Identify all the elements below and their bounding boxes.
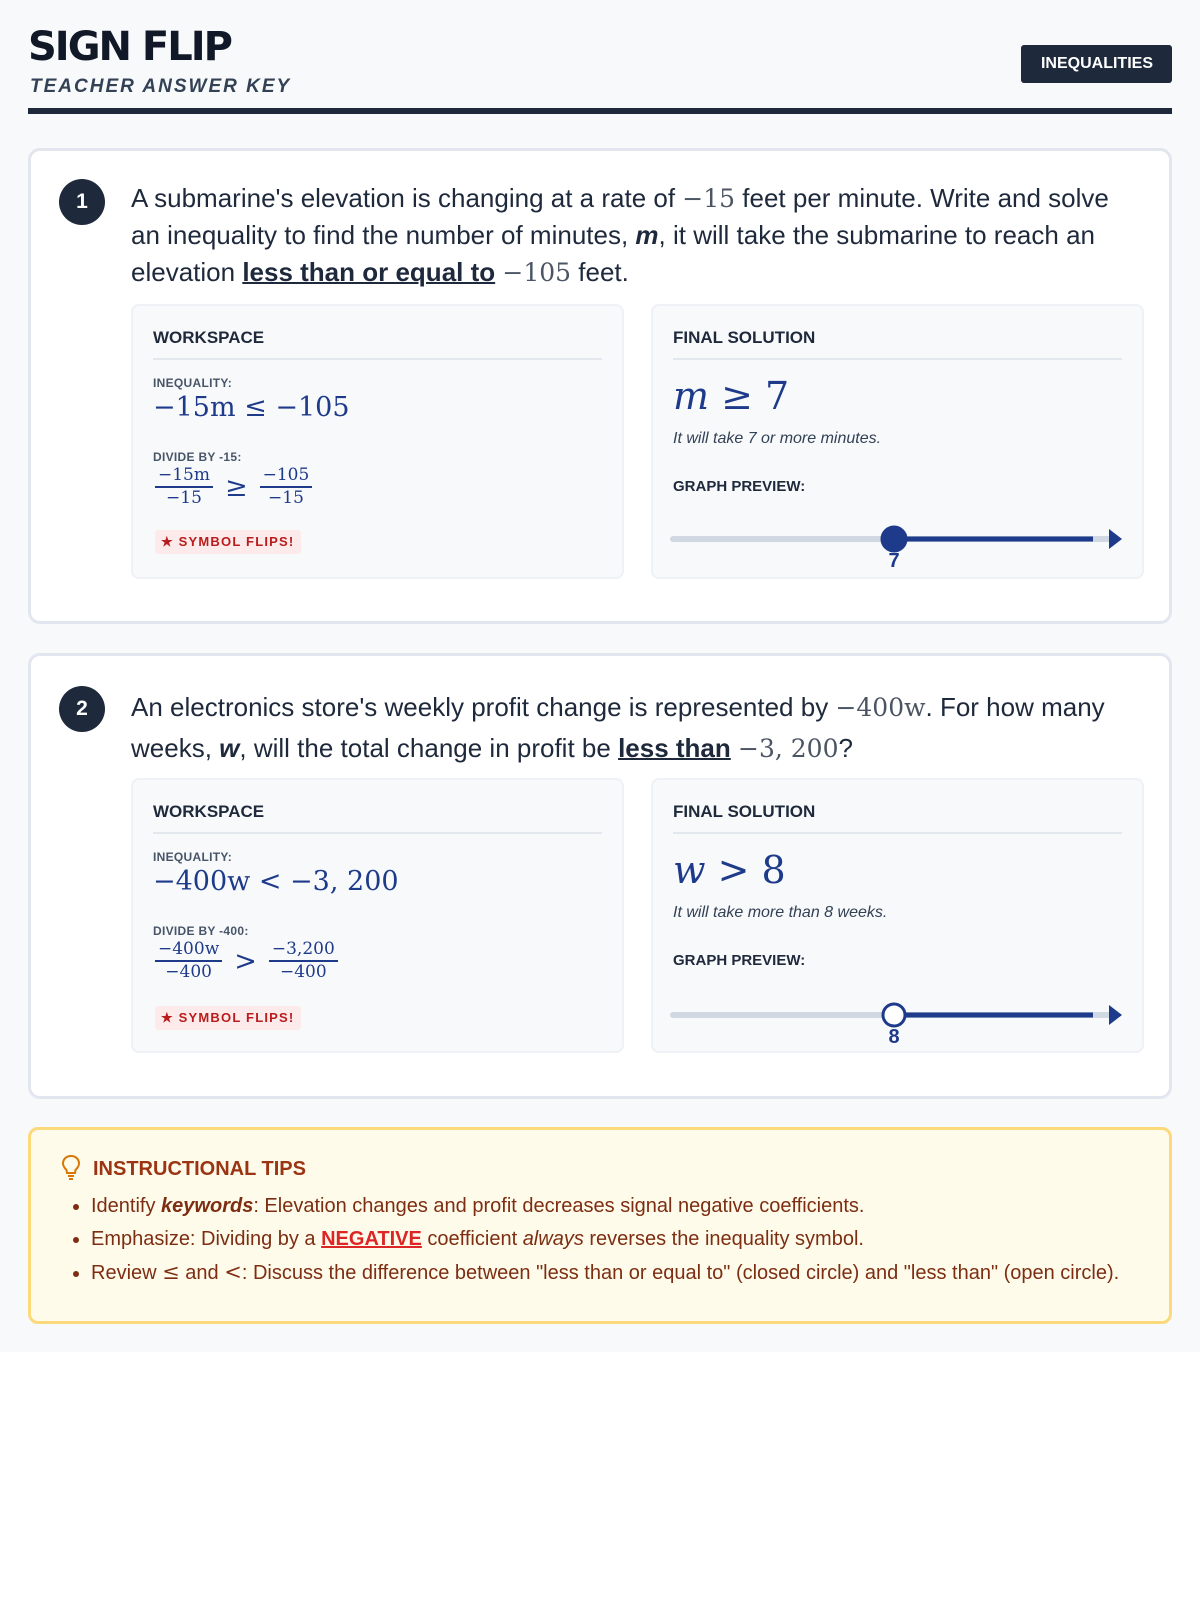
- topic-badge: INEQUALITIES: [1021, 45, 1172, 83]
- question-text: A submarine's elevation is changing at a rate of: [131, 183, 683, 213]
- tip-text: Identify: [91, 1195, 162, 1217]
- inequality-expression: −15m ≤ −105: [153, 392, 350, 423]
- final-solution-panel: [651, 304, 1144, 579]
- question-text: ?: [838, 733, 853, 763]
- tip-text: reverses the inequality symbol.: [583, 1228, 864, 1250]
- division-step: [155, 466, 312, 508]
- graph-preview-label: GRAPH PREVIEW:: [673, 478, 806, 495]
- problem-card-2: [28, 653, 1172, 1099]
- graph-preview-label: GRAPH PREVIEW:: [673, 952, 806, 969]
- problem-card-1: [28, 148, 1172, 624]
- question-text: An electronics store's weekly profit change is represented by: [131, 692, 836, 722]
- problem-question: [131, 180, 1143, 291]
- symbol-flips-badge: ★ SYMBOL FLIPS!: [155, 530, 301, 554]
- question-text: [731, 733, 738, 763]
- closed-circle-endpoint: [882, 527, 906, 551]
- symbol-flips-badge: ★ SYMBOL FLIPS!: [155, 1006, 301, 1030]
- tip-text: coefficient: [421, 1228, 523, 1250]
- tip-item: [91, 1194, 1149, 1218]
- tips-list: [91, 1194, 1149, 1294]
- question-math: −400w: [835, 693, 926, 722]
- divide-label: DIVIDE BY -15:: [153, 450, 242, 464]
- question-emphasis: less than or equal to: [242, 257, 496, 287]
- solution-caption: It will take 7 or more minutes.: [673, 430, 882, 447]
- tips-header: [61, 1154, 306, 1185]
- fraction-denominator: −15: [166, 488, 202, 508]
- flipped-operator: ≥: [225, 471, 248, 503]
- solution-variable: m: [673, 374, 710, 418]
- question-text: feet.: [571, 257, 629, 287]
- endpoint-label: 7: [888, 550, 900, 572]
- problem-question: [131, 687, 1143, 769]
- inequality-label: INEQUALITY:: [153, 376, 233, 390]
- solution-caption: It will take more than 8 weeks.: [673, 904, 888, 921]
- flipped-operator: >: [234, 945, 257, 977]
- fraction-numerator: −3,200: [269, 940, 338, 962]
- fraction-numerator: −15m: [155, 466, 213, 488]
- solution-title: FINAL SOLUTION: [673, 802, 1122, 834]
- tips-title: INSTRUCTIONAL TIPS: [93, 1158, 306, 1180]
- fraction-numerator: −105: [260, 466, 313, 488]
- workspace-panel: [131, 778, 624, 1053]
- solution-relation: ≥ 7: [709, 374, 790, 418]
- instructional-tips-box: [28, 1127, 1172, 1324]
- solution-variable: w: [673, 848, 706, 892]
- question-math: −15: [682, 184, 736, 213]
- open-circle-endpoint: [883, 1004, 905, 1026]
- fraction-numerator: −400w: [155, 940, 222, 962]
- solution-relation: > 8: [705, 848, 786, 892]
- solution-answer: [673, 848, 786, 892]
- question-math: −3, 200: [738, 734, 839, 763]
- tip-text: Emphasize: Dividing by a: [91, 1228, 322, 1250]
- right-fraction: [269, 940, 338, 982]
- question-text: , will the total change in profit be: [239, 733, 619, 763]
- page-subtitle: TEACHER ANSWER KEY: [30, 76, 292, 97]
- question-math: −105: [502, 258, 572, 287]
- number-line-graph: [673, 524, 1125, 574]
- lightbulb-icon: [61, 1154, 81, 1185]
- question-variable: w: [219, 733, 240, 763]
- tip-math-symbol: <: [224, 1260, 242, 1284]
- problem-number: 1: [59, 179, 105, 225]
- tip-text: : Elevation changes and profit decreases signal negative coefficients.: [253, 1195, 865, 1217]
- endpoint-label: 8: [888, 1026, 900, 1048]
- tip-item: [91, 1227, 1149, 1251]
- page-header: [28, 0, 1172, 114]
- question-variable: m: [635, 220, 659, 250]
- workspace-title: WORKSPACE: [153, 328, 602, 360]
- workspace-title: WORKSPACE: [153, 802, 602, 834]
- solution-title: FINAL SOLUTION: [673, 328, 1122, 360]
- arrow-right-icon: [1109, 529, 1122, 549]
- tip-negative-emphasis: NEGATIVE: [321, 1228, 422, 1250]
- tip-text: : Discuss the difference between "less than or equal to" (closed circle) and "less than" (open circle).: [241, 1262, 1120, 1284]
- page-title: SIGN FLIP: [28, 24, 231, 70]
- fraction-denominator: −400: [279, 962, 327, 982]
- tip-text: Review: [91, 1262, 163, 1284]
- question-text: . For how many weeks,: [131, 692, 1105, 763]
- division-step: [155, 940, 338, 982]
- question-text: , it will take the submarine to reach an elevation: [131, 220, 1095, 287]
- question-text: feet per minute. Write and solve an inequality to find the number of minutes,: [131, 183, 1109, 250]
- workspace-panel: [131, 304, 624, 579]
- inequality-label: INEQUALITY:: [153, 850, 233, 864]
- tip-math-symbol: ≤: [162, 1260, 180, 1284]
- arrow-right-icon: [1109, 1005, 1122, 1025]
- tip-item: [91, 1260, 1149, 1285]
- divide-label: DIVIDE BY -400:: [153, 924, 249, 938]
- left-fraction: [155, 466, 213, 508]
- problem-number: 2: [59, 686, 105, 732]
- tip-text: and: [179, 1262, 225, 1284]
- number-line-graph: [673, 1000, 1125, 1050]
- tip-emphasis: always: [522, 1228, 584, 1250]
- final-solution-panel: [651, 778, 1144, 1053]
- right-fraction: [260, 466, 313, 508]
- solution-answer: [673, 374, 789, 418]
- fraction-denominator: −15: [268, 488, 304, 508]
- inequality-expression: −400w < −3, 200: [153, 866, 399, 897]
- question-emphasis: less than: [618, 733, 731, 763]
- fraction-denominator: −400: [165, 962, 212, 982]
- tip-keyword: keywords: [161, 1195, 254, 1217]
- left-fraction: [155, 940, 222, 982]
